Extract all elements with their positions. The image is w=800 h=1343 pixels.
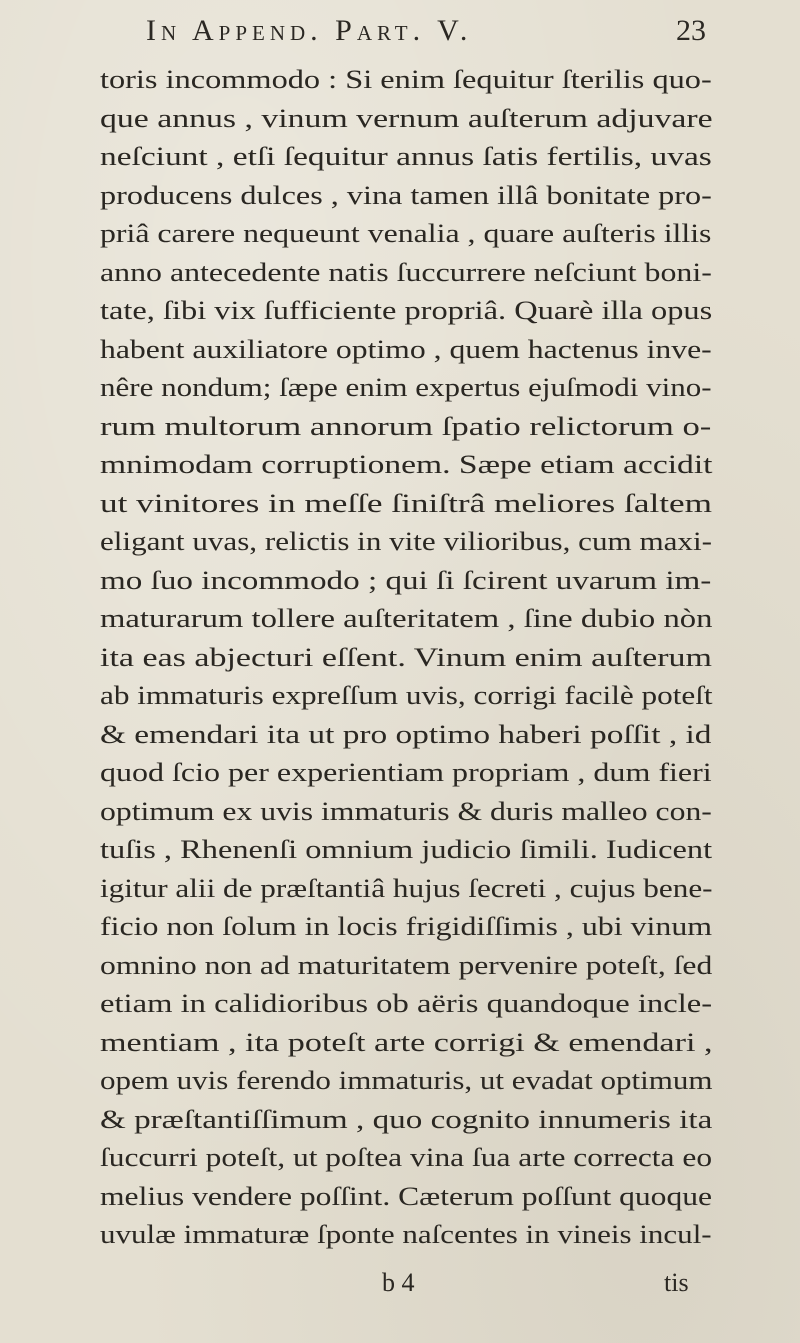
text-line: rum multorum annorum ſpatio relictorum o- [100, 411, 712, 441]
text-line: & præſtantiſſimum , quo cognito innumeris ita [100, 1104, 713, 1134]
text-line: eligant uvas, relictis in vite vilioribus, cum maxi- [100, 527, 712, 556]
page-footer [0, 1268, 800, 1304]
text-line: tuſis , Rhenenſi omnium judicio ſimili. Iudicent [100, 835, 713, 864]
text-line: toris incommodo : Si enim ſequitur ſterilis quo- [100, 65, 712, 94]
text-line: igitur alii de præſtantiâ hujus ſecreti , cujus bene- [100, 873, 713, 903]
text-line: mnimodam corruptionem. Sæpe etiam accidit [100, 450, 713, 479]
text-line: & emendari ita ut pro optimo haberi poſſit , id [100, 719, 712, 749]
text-line: ut vinitores in meſſe ſiniſtrâ meliores ſaltem [100, 488, 713, 518]
text-line: etiam in calidioribus ob aëris quandoque incle- [100, 989, 713, 1018]
text-line: habent auxiliatore optimo , quem hactenus inve- [100, 334, 712, 364]
text-line: ſuccurri poteſt, ut poſtea vina ſua arte correcta eo [100, 1143, 713, 1172]
text-line: ficio non ſolum in locis frigidiſſimis , ubi vinum [100, 912, 713, 941]
text-line: mo ſuo incommodo ; qui ſi ſcirent uvarum im- [100, 565, 712, 595]
text-line: ab immaturis expreſſum uvis, corrigi facilè poteſt [100, 681, 713, 710]
text-line: anno antecedente natis ſuccurrere neſciunt boni- [100, 257, 712, 287]
text-line: tate, ſibi vix ſufficiente propriâ. Quarè illa opus [100, 296, 713, 325]
text-line: uvulæ immaturæ ſponte naſcentes in vineis incul- [100, 1220, 712, 1249]
text-line: nêre nondum; ſæpe enim expertus ejuſmodi vino- [100, 373, 712, 402]
page-header [146, 6, 706, 56]
text-line: optimum ex uvis immaturis & duris malleo con- [100, 796, 712, 826]
text-line: opem uvis ferendo immaturis, ut evadat optimum [100, 1066, 713, 1095]
text-line: melius vendere poſſint. Cæterum poſſunt quoque [100, 1181, 713, 1211]
text-line: maturarum tollere auſteritatem , ſine dubio nòn [100, 604, 713, 633]
page-number: 23 [676, 14, 706, 47]
text-line: quod ſcio per experientiam propriam , dum fieri [100, 758, 712, 787]
text-line: ita eas abjecturi eſſent. Vinum enim auſterum [100, 642, 712, 672]
catchword: tis [664, 1268, 689, 1297]
text-line: mentiam , ita poteſt arte corrigi & emendari , [100, 1027, 713, 1057]
text-line: neſciunt , etſi ſequitur annus ſatis fertilis, uvas [100, 142, 712, 171]
signature-mark: b 4 [382, 1268, 415, 1297]
text-line: producens dulces , vina tamen illâ bonitate pro- [100, 180, 712, 210]
text-line: priâ carere nequeunt venalia , quare auſteris illis [100, 219, 712, 248]
running-head: In Append. Part. V. [146, 14, 473, 47]
text-line: que annus , vinum vernum auſterum adjuvare [100, 103, 713, 133]
text-line: omnino non ad maturitatem pervenire poteſt, ſed [100, 950, 713, 980]
